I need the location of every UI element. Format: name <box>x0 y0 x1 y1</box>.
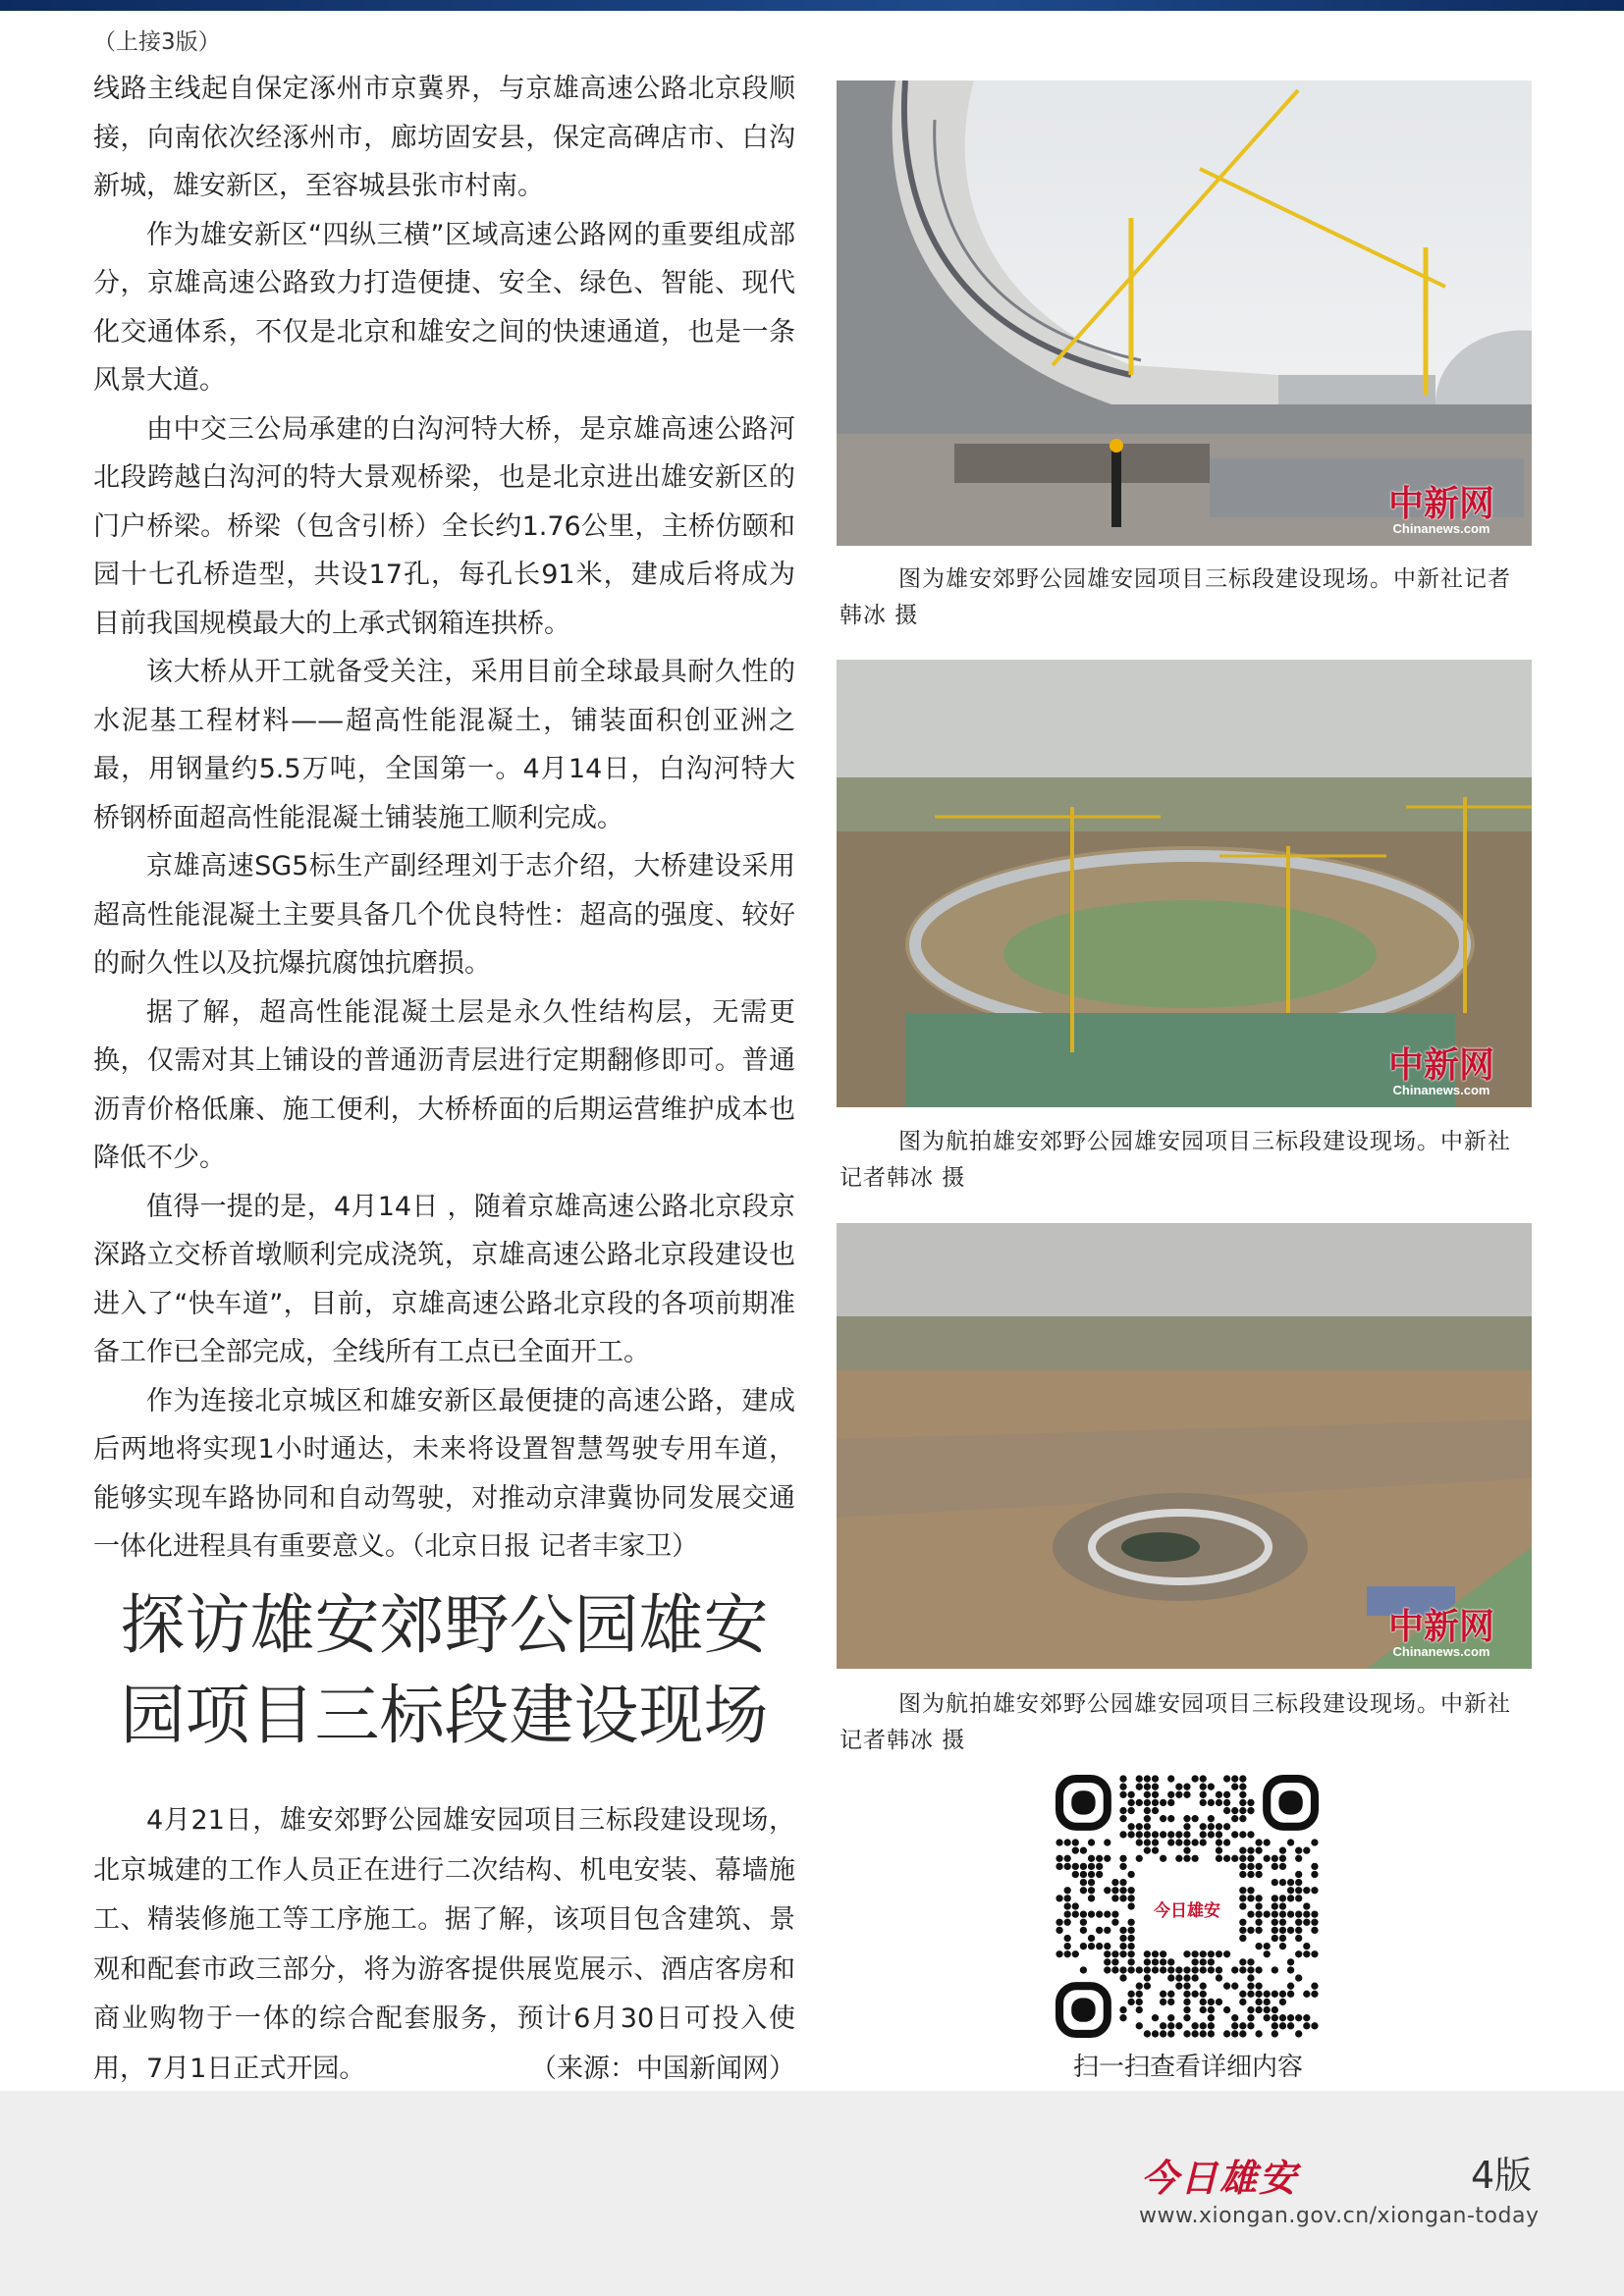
article-paragraph: 京雄高速SG5标生产副经理刘于志介绍，大桥建设采用超高性能混凝土主要具备几个优良特性：超高的强度、较好的耐久性以及抗爆抗腐蚀抗磨损。 <box>93 851 795 979</box>
article-paragraph: 由中交三公局承建的白沟河特大桥，是京雄高速公路河北段跨越白沟河的特大景观桥梁，也是北京进出雄安新区的门户桥梁。桥梁（包含引桥）全长约1.76公里，主桥仿颐和园十七孔桥造型，共设17孔，每孔长91米，建成后将成为目前我国规模最大的上承式钢箱连拱桥。 <box>93 413 795 639</box>
top-color-bar <box>0 0 1624 11</box>
watermark-logo-text: 中新网 <box>1387 1044 1494 1086</box>
article-2-body <box>93 1796 795 2094</box>
qr-code-image <box>1056 1775 1319 2038</box>
qr-code-label: 扫一扫查看详细内容 <box>1072 2053 1303 2082</box>
page-number: 4版 <box>1471 2154 1533 2197</box>
qr-finder-pattern <box>1059 1779 1108 1827</box>
headline-line-1: 探访雄安郊野公园雄安 <box>120 1587 769 1663</box>
watermark-logo-text: 中新网 <box>1387 483 1494 524</box>
high-aerial-photo-image <box>837 1223 1532 1669</box>
page-footer <box>0 2091 1624 2296</box>
aerial-photo-image <box>837 660 1532 1107</box>
photo-caption: 图为航拍雄安郊野公园雄安园项目三标段建设现场。中新社记者韩冰 摄 <box>839 1691 1511 1753</box>
footer-url-link[interactable]: www.xiongan.gov.cn/xiongan-today <box>1139 2204 1540 2228</box>
headline-line-2: 园项目三标段建设现场 <box>120 1678 769 1753</box>
photo-watermark <box>1388 1608 1494 1659</box>
article-2-text: 4月21日，雄安郊野公园雄安园项目三标段建设现场，北京城建的工作人员正在进行二次结构、机电安装、幕墙施工、精装修施工等工序施工。据了解，该项目包含建筑、景观和配套市政三部分，将为游客提供展览展示、酒店客房和商业购物于一体的综合配套服务，预计6月30日可投入使用，7月1日正式开园。 <box>93 1805 795 2084</box>
article-paragraph: 线路主线起自保定涿州市京冀界，与京雄高速公路北京段顺接，向南依次经涿州市，廊坊固安县，保定高碑店市、白沟新城，雄安新区，至容城县张市村南。 <box>93 74 795 201</box>
article-left-column <box>93 22 795 1572</box>
photo-construction-site <box>837 80 1532 546</box>
photo-caption: 图为雄安郊野公园雄安园项目三标段建设现场。中新社记者韩冰 摄 <box>839 566 1511 628</box>
construction-photo-image <box>837 80 1532 546</box>
photo-aerial-site <box>837 660 1532 1107</box>
article-paragraph: 据了解，超高性能混凝土层是永久性结构层，无需更换，仅需对其上铺设的普通沥青层进行定期翻修即可。普通沥青价格低廉、施工便利，大桥桥面的后期运营维护成本也降低不少。 <box>93 996 795 1173</box>
qr-finder-pattern <box>1267 1779 1315 1827</box>
watermark-logo-text: 中新网 <box>1387 1606 1494 1647</box>
article-paragraph: 该大桥从开工就备受关注，采用目前全球最具耐久性的水泥基工程材料——超高性能混凝土，铺装面积创亚洲之最，用钢量约5.5万吨，全国第一。4月14日，白沟河特大桥钢桥面超高性能混凝土铺装施工顺利完成。 <box>93 657 795 833</box>
article-paragraph: 作为雄安新区“四纵三横”区域高速公路网的重要组成部分，京雄高速公路致力打造便捷、安全、绿色、智能、现代化交通体系，不仅是北京和雄安之间的快速通道，也是一条风景大道。 <box>93 219 795 396</box>
watermark-url: Chinanews.com <box>1392 1083 1490 1097</box>
watermark-url: Chinanews.com <box>1392 1644 1490 1659</box>
photo-watermark <box>1388 1046 1494 1097</box>
photo-caption: 图为航拍雄安郊野公园雄安园项目三标段建设现场。中新社记者韩冰 摄 <box>839 1129 1511 1191</box>
photo-watermark <box>1388 485 1494 536</box>
continued-from-note: （上接3版） <box>93 29 221 55</box>
qr-code[interactable] <box>1056 1775 1319 2038</box>
footer-brand-logo: 今日雄安 <box>1141 2156 1299 2200</box>
article-paragraph <box>93 1796 795 2094</box>
photo-high-aerial-site <box>837 1223 1532 1669</box>
article-paragraph: 值得一提的是，4月14日 ，随着京雄高速公路北京段京深路立交桥首墩顺利完成浇筑，京雄高速公路北京段建设也进入了“快车道”，目前，京雄高速公路北京段的各项前期准备工作已全部完成，全线所有工点已全面开工。 <box>93 1191 795 1367</box>
qr-center-logo: 今日雄安 <box>1154 1901 1220 1921</box>
article-headline <box>93 1580 795 1761</box>
watermark-url: Chinanews.com <box>1392 521 1490 536</box>
article-paragraph: 作为连接北京城区和雄安新区最便捷的高速公路，建成后两地将实现1小时通达，未来将设置智慧驾驶专用车道，能够实现车路协同和自动驾驶，对推动京津冀协同发展交通一体化进程具有重要意义。（北京日报 记者丰家卫） <box>93 1385 795 1562</box>
article-source: （来源：中国新闻网） <box>530 2053 795 2084</box>
qr-finder-pattern <box>1059 1986 1108 2034</box>
